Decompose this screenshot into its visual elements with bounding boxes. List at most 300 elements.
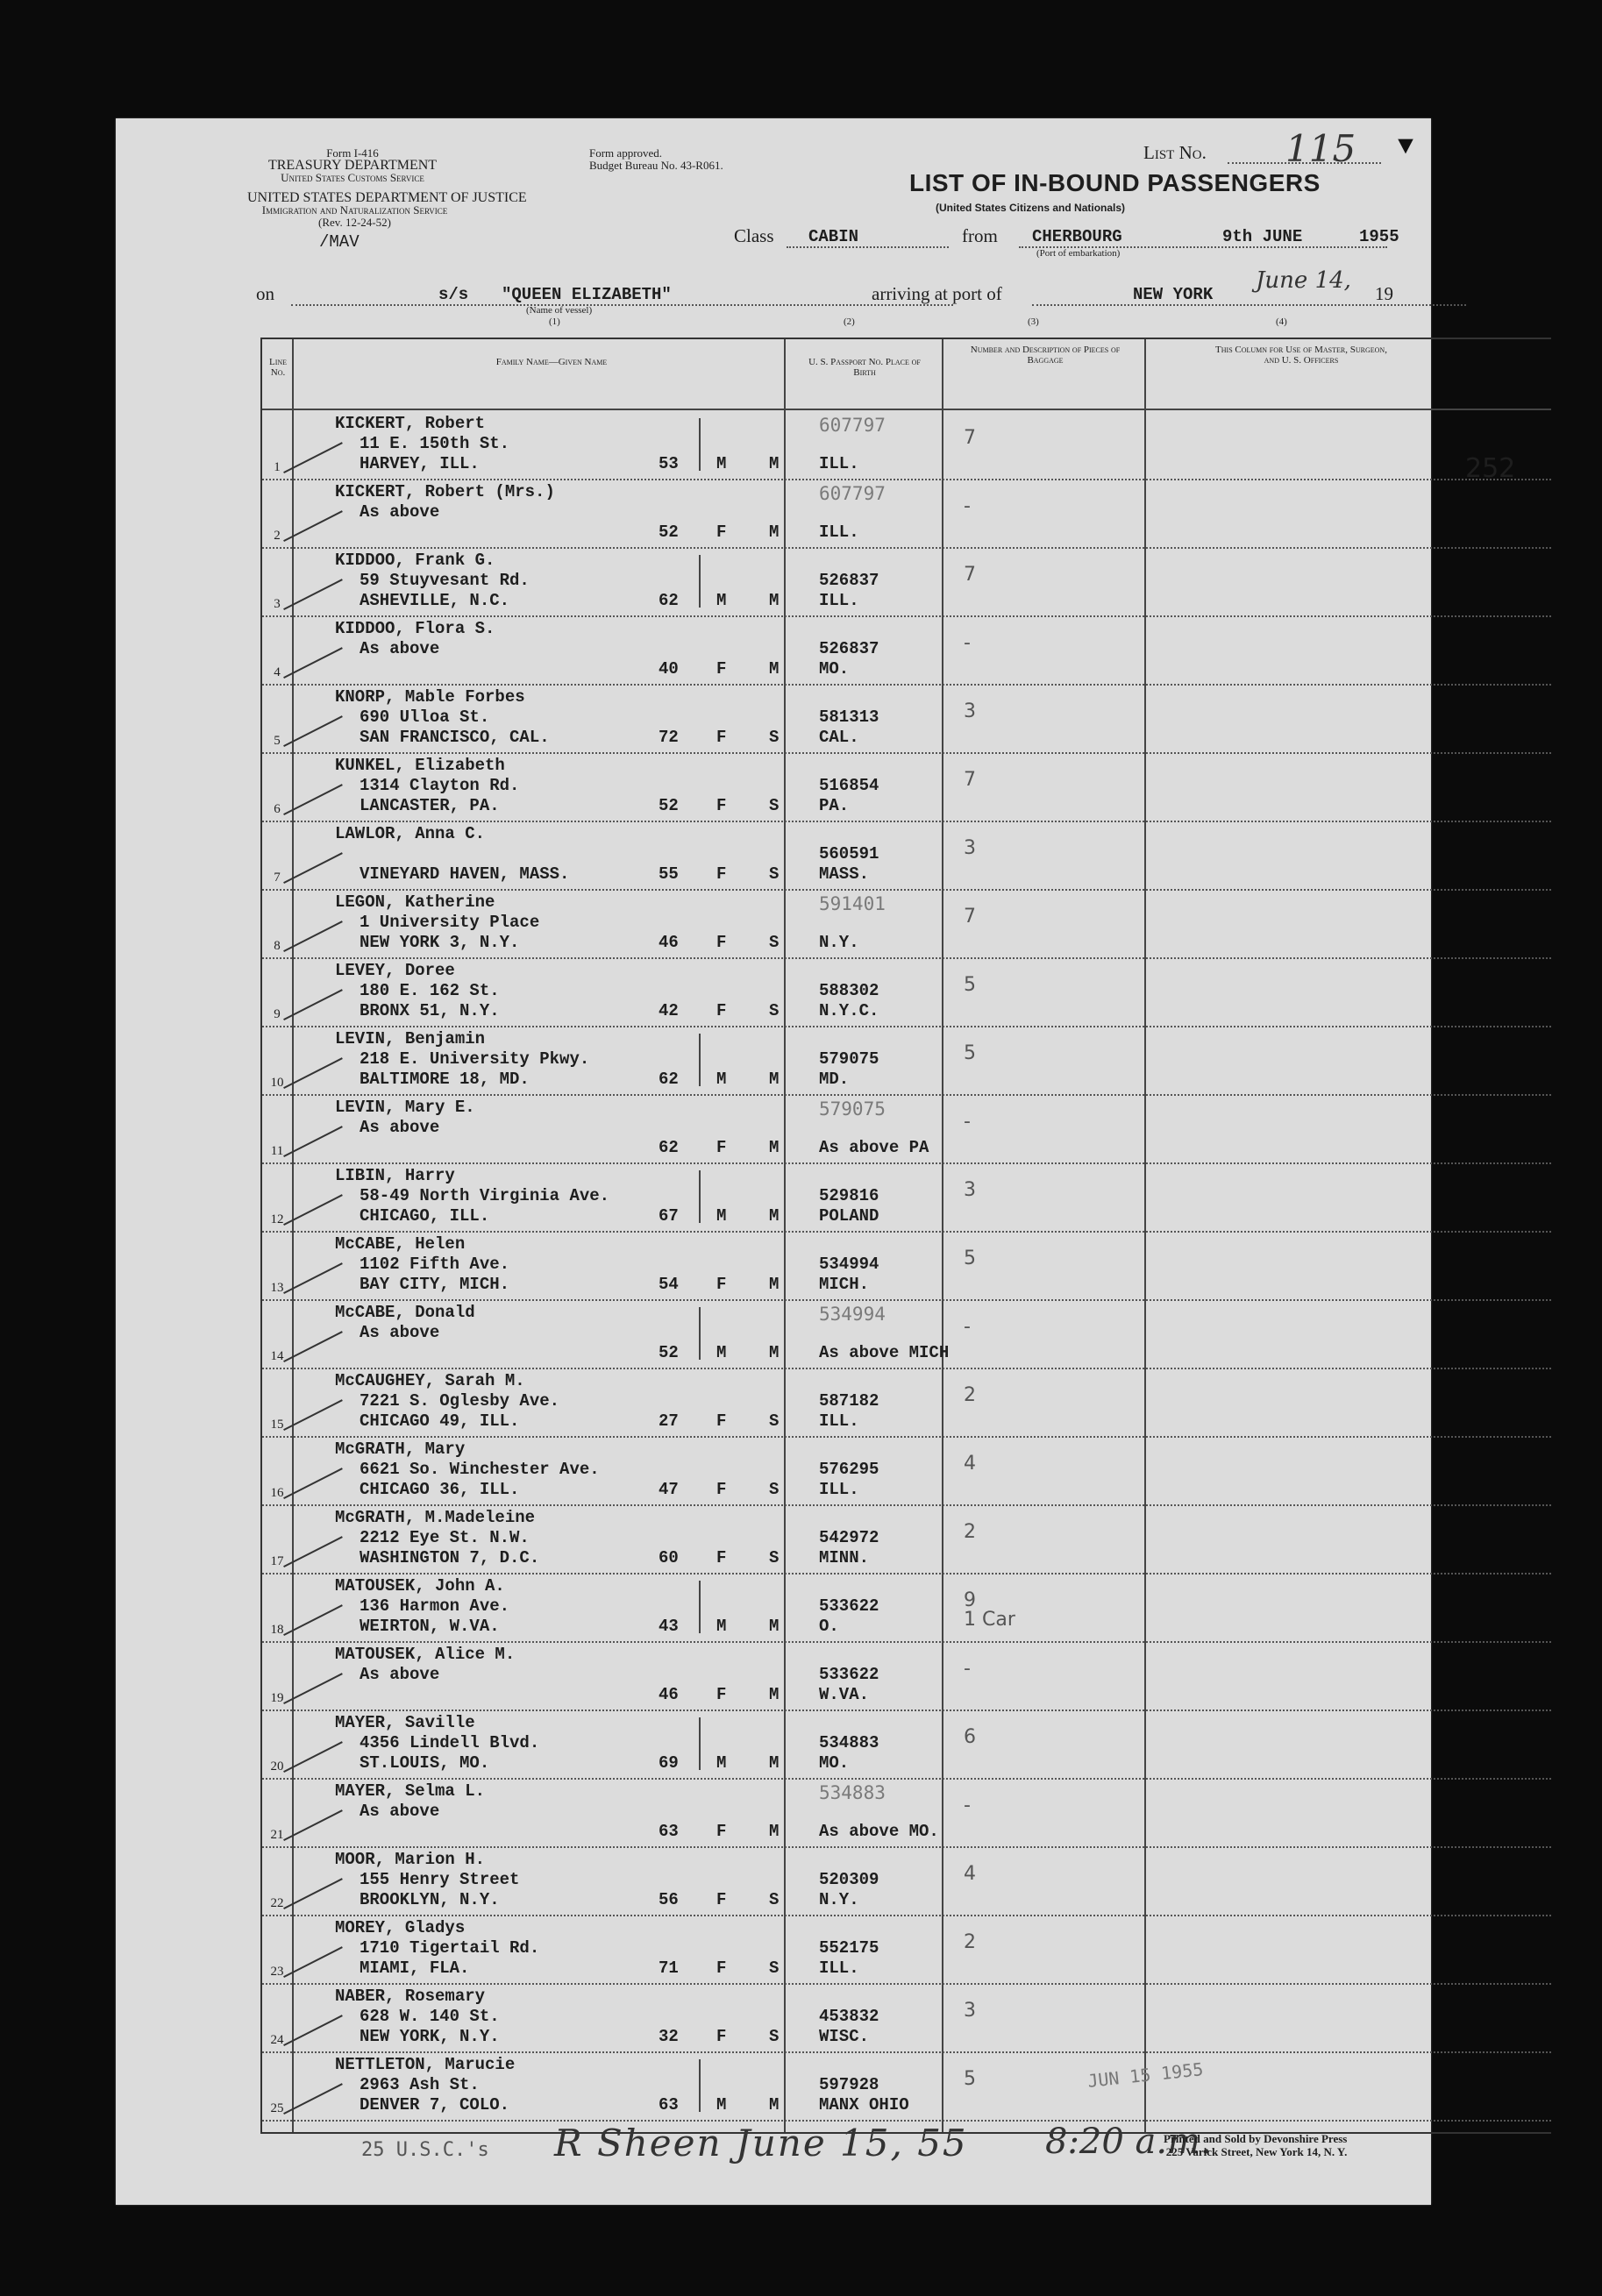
passenger-name: McGRATH, Mary — [335, 1439, 466, 1459]
passenger-age: 63 — [659, 2095, 679, 2115]
passenger-sex: F — [716, 2027, 727, 2046]
address-line-1: 628 W. 140 St. — [360, 2007, 500, 2026]
embark-year: 1955 — [1359, 227, 1399, 246]
passenger-table — [260, 338, 1551, 2134]
passenger-age: 62 — [659, 591, 679, 610]
address-line-1: 59 Stuyvesant Rd. — [360, 571, 530, 590]
address-line-2: WEIRTON, W.VA. — [360, 1617, 500, 1636]
passenger-age: 55 — [659, 864, 679, 884]
baggage-count: 5 — [964, 974, 976, 996]
address-line-1: 218 E. University Pkwy. — [360, 1049, 590, 1069]
pen-mark — [699, 555, 701, 608]
passenger-name: KIDDOO, Frank G. — [335, 551, 495, 570]
vessel-caption: (Name of vessel) — [526, 305, 593, 316]
address-line-1: 2212 Eye St. N.W. — [360, 1528, 530, 1547]
passenger-name: KIDDOO, Flora S. — [335, 619, 495, 638]
line-number: 21 — [270, 1828, 284, 1842]
passenger-sex: F — [716, 1890, 727, 1909]
arrival-year-prefix: 19 — [1375, 283, 1393, 304]
address-line-1: 136 Harmon Ave. — [360, 1596, 510, 1616]
marital-status: S — [769, 1890, 780, 1909]
line-number: 18 — [270, 1623, 284, 1637]
marital-status: M — [769, 659, 780, 679]
table-row — [262, 890, 1551, 959]
list-no-value: 115 — [1285, 127, 1356, 170]
place-of-birth: N.Y. — [819, 933, 859, 952]
pen-mark — [699, 2059, 701, 2112]
justice-header — [247, 190, 527, 229]
passenger-name: LEGON, Katherine — [335, 892, 495, 912]
passenger-name: McCAUGHEY, Sarah M. — [335, 1371, 525, 1390]
line-number: 13 — [270, 1281, 284, 1295]
marital-status: S — [769, 1480, 780, 1499]
passenger-name: NETTLETON, Marucie — [335, 2055, 516, 2074]
place-of-birth: MO. — [819, 659, 850, 679]
address-line-2: HARVEY, ILL. — [360, 454, 480, 473]
place-of-birth: MO. — [819, 1753, 850, 1773]
col-header-line: Line No. — [268, 357, 288, 378]
place-of-birth: ILL. — [819, 454, 859, 473]
marital-status: M — [769, 1070, 780, 1089]
check-mark-icon — [283, 784, 343, 815]
table-row — [262, 1574, 1551, 1643]
address-line-1: As above — [360, 639, 440, 658]
line-number: 4 — [274, 665, 281, 679]
table-row — [262, 1300, 1551, 1369]
table-row — [262, 1437, 1551, 1506]
passenger-sex: F — [716, 522, 727, 542]
place-of-birth: ILL. — [819, 1411, 859, 1431]
passport-number: 552175 — [819, 1938, 879, 1958]
passenger-sex: F — [716, 659, 727, 679]
line-number: 16 — [270, 1486, 284, 1500]
passport-number: 516854 — [819, 776, 879, 795]
place-of-birth: N.Y. — [819, 1890, 859, 1909]
printer-credit — [1164, 2132, 1347, 2158]
marital-status: S — [769, 1001, 780, 1020]
address-line-2: BRONX 51, N.Y. — [360, 1001, 500, 1020]
address-line-2: NEW YORK, N.Y. — [360, 2027, 500, 2046]
line-number: 5 — [274, 734, 281, 748]
marital-status: S — [769, 2027, 780, 2046]
place-of-birth: CAL. — [819, 728, 859, 747]
line-number: 7 — [274, 871, 281, 885]
arriving-label: arriving at port of — [872, 283, 1002, 304]
passenger-sex: F — [716, 1822, 727, 1841]
line-number: 3 — [274, 597, 281, 611]
line-number: 1 — [274, 460, 281, 474]
check-mark-icon — [283, 579, 343, 610]
passenger-name: MAYER, Selma L. — [335, 1781, 486, 1801]
passenger-age: 40 — [659, 659, 679, 679]
passenger-name: LEVIN, Benjamin — [335, 1029, 486, 1048]
marital-status: S — [769, 728, 780, 747]
baggage-count: 7 — [964, 906, 976, 928]
check-mark-icon — [283, 1946, 343, 1978]
check-mark-icon — [283, 1399, 343, 1431]
check-mark-icon — [283, 1057, 343, 1089]
marital-status: M — [769, 1275, 780, 1294]
passenger-sex: M — [716, 591, 727, 610]
address-line-2: NEW YORK 3, N.Y. — [360, 933, 520, 952]
passenger-age: 47 — [659, 1480, 679, 1499]
marital-status: S — [769, 1411, 780, 1431]
check-mark-icon — [283, 442, 343, 473]
passenger-sex: F — [716, 1685, 727, 1704]
address-line-1: 1314 Clayton Rd. — [360, 776, 520, 795]
passenger-age: 46 — [659, 1685, 679, 1704]
line-number: 9 — [274, 1007, 281, 1021]
table-row — [262, 821, 1551, 891]
address-line-1: 58-49 North Virginia Ave. — [360, 1186, 610, 1205]
passenger-sex: M — [716, 1343, 727, 1362]
address-line-2: WASHINGTON 7, D.C. — [360, 1548, 540, 1567]
passenger-name: McGRATH, M.Madeleine — [335, 1508, 536, 1527]
arrival-date: June 14, — [1256, 267, 1351, 294]
check-mark-icon — [283, 1604, 343, 1636]
baggage-count: - — [964, 495, 971, 517]
date-stamp: JUN 15 1955 — [1086, 2058, 1205, 2092]
passport-number: 534994 — [819, 1255, 879, 1274]
passport-number: 587182 — [819, 1391, 879, 1411]
baggage-count: 3 — [964, 837, 976, 859]
treasury-dept: TREASURY DEPARTMENT — [267, 158, 438, 173]
address-line-1: 2963 Ash St. — [360, 2075, 480, 2094]
address-line-1: 1710 Tigertail Rd. — [360, 1938, 540, 1958]
table-row — [262, 1779, 1551, 1848]
passenger-age: 53 — [659, 454, 679, 473]
check-mark-icon — [283, 989, 343, 1020]
clerk-initials: /MAV — [319, 232, 360, 252]
marital-status: S — [769, 1958, 780, 1978]
address-line-2: MIAMI, FLA. — [360, 1958, 470, 1978]
passenger-age: 46 — [659, 933, 679, 952]
baggage-count: 3 — [964, 700, 976, 722]
place-of-birth: MICH. — [819, 1275, 870, 1294]
place-of-birth: As above PA — [819, 1138, 929, 1157]
check-mark-icon — [283, 1194, 343, 1226]
corner-mark-icon: ▼ — [1398, 132, 1414, 162]
table-row — [262, 411, 1551, 480]
passenger-sex: F — [716, 1001, 727, 1020]
table-row — [262, 548, 1551, 617]
passenger-age: 67 — [659, 1206, 679, 1226]
baggage-count: 4 — [964, 1453, 976, 1475]
port-of-embarkation: CHERBOURG — [1032, 227, 1122, 246]
address-line-2: BALTIMORE 18, MD. — [360, 1070, 530, 1089]
inspector-signature: R Sheen June 15, 55 — [554, 2122, 968, 2164]
passport-number: 529816 — [819, 1186, 879, 1205]
passport-number: 453832 — [819, 2007, 879, 2026]
address-line-2: ASHEVILLE, N.C. — [360, 591, 510, 610]
address-line-1: 4356 Lindell Blvd. — [360, 1733, 540, 1752]
form-header-left — [252, 147, 453, 184]
passport-number: 533622 — [819, 1596, 879, 1616]
list-no-label: List No. — [1143, 142, 1207, 163]
passport-number: 581313 — [819, 707, 879, 727]
address-line-1: 180 E. 162 St. — [360, 981, 500, 1000]
baggage-count: - — [964, 1795, 971, 1816]
table-row — [262, 1642, 1551, 1711]
place-of-birth: W.VA. — [819, 1685, 870, 1704]
form-number: Form I-416 — [326, 146, 379, 160]
col-header-passport: U. S. Passport No. Place of Birth — [808, 357, 921, 378]
line-number: 12 — [270, 1212, 284, 1226]
baggage-count: - — [964, 632, 971, 654]
place-of-birth: MASS. — [819, 864, 870, 884]
passport-number: 533622 — [819, 1665, 879, 1684]
justice-dept: UNITED STATES DEPARTMENT OF JUSTICE — [247, 190, 527, 205]
baggage-count: 9 1 Car — [964, 1589, 1015, 1631]
caption-4: (4) — [1276, 316, 1287, 327]
line-number: 20 — [270, 1759, 284, 1774]
arrival-line — [1032, 304, 1466, 306]
table-row — [262, 2052, 1551, 2122]
marital-status: M — [769, 1138, 780, 1157]
marital-status: M — [769, 1617, 780, 1636]
marital-status: M — [769, 1753, 780, 1773]
check-mark-icon — [283, 1468, 343, 1499]
place-of-birth: ILL. — [819, 591, 859, 610]
passport-number: 560591 — [819, 844, 879, 864]
address-line-1: 690 Ulloa St. — [360, 707, 490, 727]
address-line-2: VINEYARD HAVEN, MASS. — [360, 864, 570, 884]
marital-status: M — [769, 454, 780, 473]
address-line-1: 155 Henry Street — [360, 1870, 520, 1889]
address-line-2: CHICAGO 36, ILL. — [360, 1480, 520, 1499]
passenger-age: 63 — [659, 1822, 679, 1841]
place-of-birth: PA. — [819, 796, 850, 815]
passenger-sex: F — [716, 1548, 727, 1567]
check-mark-icon — [283, 1536, 343, 1567]
arrival-port: NEW YORK — [1133, 285, 1214, 304]
table-row — [262, 753, 1551, 822]
table-row — [262, 616, 1551, 686]
passport-number: 534883 — [819, 1782, 886, 1803]
passenger-name: LIBIN, Harry — [335, 1166, 455, 1185]
baggage-count: 5 — [964, 1042, 976, 1064]
line-number: 10 — [270, 1076, 284, 1090]
marital-status: S — [769, 796, 780, 815]
from-label: from — [962, 225, 998, 246]
passenger-age: 60 — [659, 1548, 679, 1567]
line-number: 23 — [270, 1965, 284, 1979]
ins-service: Immigration and Naturalization Service — [261, 203, 448, 217]
place-of-birth: As above MO. — [819, 1822, 939, 1841]
passport-number: 591401 — [819, 893, 886, 914]
embark-date: 9th JUNE — [1222, 227, 1303, 246]
passenger-sex: M — [716, 1753, 727, 1773]
baggage-count: 4 — [964, 1863, 976, 1885]
marital-status: M — [769, 2095, 780, 2115]
vessel-line — [291, 304, 953, 306]
passport-number: 597928 — [819, 2075, 879, 2094]
check-mark-icon — [283, 2083, 343, 2115]
passport-number: 526837 — [819, 639, 879, 658]
marital-status: M — [769, 1685, 780, 1704]
passenger-sex: F — [716, 1411, 727, 1431]
table-row — [262, 685, 1551, 754]
passenger-sex: F — [716, 1958, 727, 1978]
passenger-age: 43 — [659, 1617, 679, 1636]
passenger-name: MATOUSEK, John A. — [335, 1576, 505, 1596]
col-header-name: Family Name—Given Name — [495, 357, 608, 367]
passenger-sex: M — [716, 454, 727, 473]
class-label: Class — [734, 225, 774, 246]
table-row — [262, 1710, 1551, 1780]
line-number: 6 — [274, 802, 281, 816]
passenger-age: 54 — [659, 1275, 679, 1294]
passenger-sex: M — [716, 2095, 727, 2115]
form-approval — [589, 147, 723, 172]
line-number: 22 — [270, 1896, 284, 1910]
document-title: LIST OF IN-BOUND PASSENGERS — [909, 169, 1321, 196]
passenger-name: McCABE, Donald — [335, 1303, 475, 1322]
place-of-birth: MANX OHIO — [819, 2095, 909, 2115]
passenger-name: LAWLOR, Anna C. — [335, 824, 486, 843]
marital-status: S — [769, 864, 780, 884]
passenger-sex: F — [716, 1275, 727, 1294]
passenger-age: 32 — [659, 2027, 679, 2046]
line-number: 19 — [270, 1691, 284, 1705]
passport-number: 579075 — [819, 1098, 886, 1120]
address-line-1: As above — [360, 1323, 440, 1342]
passenger-name: McCABE, Helen — [335, 1234, 466, 1254]
marital-status: M — [769, 1343, 780, 1362]
table-row — [262, 1095, 1551, 1164]
line-number: 15 — [270, 1418, 284, 1432]
table-row — [262, 1916, 1551, 1985]
place-of-birth: POLAND — [819, 1206, 879, 1226]
marital-status: S — [769, 1548, 780, 1567]
address-line-1: As above — [360, 502, 440, 522]
baggage-count: 3 — [964, 2000, 976, 2022]
passenger-name: NABER, Rosemary — [335, 1987, 486, 2006]
line-number: 17 — [270, 1554, 284, 1568]
table-row — [262, 1232, 1551, 1301]
marital-status: S — [769, 933, 780, 952]
place-of-birth: MD. — [819, 1070, 850, 1089]
passenger-sex: F — [716, 1480, 727, 1499]
check-mark-icon — [283, 1673, 343, 1704]
baggage-count: 7 — [964, 564, 976, 586]
marital-status: M — [769, 522, 780, 542]
address-line-1: As above — [360, 1802, 440, 1821]
check-mark-icon — [283, 1331, 343, 1362]
passenger-name: LEVEY, Doree — [335, 961, 455, 980]
passenger-name: MOREY, Gladys — [335, 1918, 466, 1937]
passenger-age: 62 — [659, 1138, 679, 1157]
class-value: CABIN — [808, 227, 859, 246]
address-line-2: SAN FRANCISCO, CAL. — [360, 728, 550, 747]
place-of-birth: ILL. — [819, 1480, 859, 1499]
address-line-1: 1102 Fifth Ave. — [360, 1255, 510, 1274]
passenger-name: KICKERT, Robert — [335, 414, 486, 433]
address-line-1: 11 E. 150th St. — [360, 434, 510, 453]
passenger-name: MOOR, Marion H. — [335, 1850, 486, 1869]
line-number: 24 — [270, 2033, 284, 2047]
table-row — [262, 1027, 1551, 1096]
baggage-count: 2 — [964, 1521, 976, 1543]
baggage-count: 3 — [964, 1179, 976, 1201]
vessel-name: "QUEEN ELIZABETH" — [502, 285, 672, 304]
marital-status: M — [769, 591, 780, 610]
pen-mark — [699, 1717, 701, 1770]
passenger-sex: F — [716, 864, 727, 884]
baggage-count: - — [964, 1111, 971, 1133]
manifest-page — [116, 118, 1516, 2205]
address-line-1: As above — [360, 1118, 440, 1137]
passenger-name: MAYER, Saville — [335, 1713, 475, 1732]
passport-number: 534883 — [819, 1733, 879, 1752]
passenger-sex: M — [716, 1617, 727, 1636]
passenger-age: 52 — [659, 522, 679, 542]
passenger-sex: F — [716, 728, 727, 747]
passenger-age: 42 — [659, 1001, 679, 1020]
passenger-sex: F — [716, 1138, 727, 1157]
check-mark-icon — [283, 2015, 343, 2046]
place-of-birth: N.Y.C. — [819, 1001, 879, 1020]
pen-mark — [699, 1581, 701, 1633]
address-line-2: DENVER 7, COLO. — [360, 2095, 510, 2115]
customs-service: United States Customs Service — [281, 171, 424, 184]
passenger-sex: M — [716, 1070, 727, 1089]
pen-mark — [699, 1307, 701, 1360]
address-line-2: BROOKLYN, N.Y. — [360, 1890, 500, 1909]
address-line-2: CHICAGO, ILL. — [360, 1206, 490, 1226]
passport-number: 576295 — [819, 1460, 879, 1479]
place-of-birth: ILL. — [819, 1958, 859, 1978]
passenger-name: MATOUSEK, Alice M. — [335, 1645, 516, 1664]
address-line-2: CHICAGO 49, ILL. — [360, 1411, 520, 1431]
check-mark-icon — [283, 1741, 343, 1773]
citizen-count: 25 U.S.C.'s — [361, 2139, 489, 2161]
baggage-count: - — [964, 1658, 971, 1680]
baggage-count: 7 — [964, 769, 976, 791]
line-number: 2 — [274, 529, 281, 543]
baggage-count: 6 — [964, 1726, 976, 1748]
place-of-birth: WISC. — [819, 2027, 870, 2046]
table-row — [262, 1847, 1551, 1916]
officer-annotation: 252 — [1465, 453, 1516, 484]
col-header-baggage: Number and Description of Pieces of Baggage — [970, 345, 1121, 366]
address-line-2: BAY CITY, MICH. — [360, 1275, 510, 1294]
check-mark-icon — [283, 715, 343, 747]
passenger-sex: F — [716, 933, 727, 952]
place-of-birth: MINN. — [819, 1548, 870, 1567]
passport-number: 579075 — [819, 1049, 879, 1069]
table-row — [262, 480, 1551, 549]
port-caption: (Port of embarkation) — [1036, 248, 1121, 259]
on-label: on — [256, 283, 274, 304]
marital-status: M — [769, 1206, 780, 1226]
table-row — [262, 1505, 1551, 1575]
check-mark-icon — [283, 1262, 343, 1294]
line-number: 14 — [270, 1349, 284, 1363]
passport-number: 526837 — [819, 571, 879, 590]
arrival-time: 8:20 a.m. — [1045, 2122, 1212, 2162]
passenger-name: KNORP, Mable Forbes — [335, 687, 525, 707]
pen-mark — [699, 1034, 701, 1086]
header-rule — [262, 409, 1551, 410]
address-line-1: 6621 So. Winchester Ave. — [360, 1460, 600, 1479]
line-number: 25 — [270, 2101, 284, 2115]
budget-bureau-text: Budget Bureau No. 43-R061. — [589, 159, 723, 172]
passenger-age: 71 — [659, 1958, 679, 1978]
table-row — [262, 1368, 1551, 1438]
passport-number: 520309 — [819, 1870, 879, 1889]
caption-3: (3) — [1028, 316, 1039, 327]
